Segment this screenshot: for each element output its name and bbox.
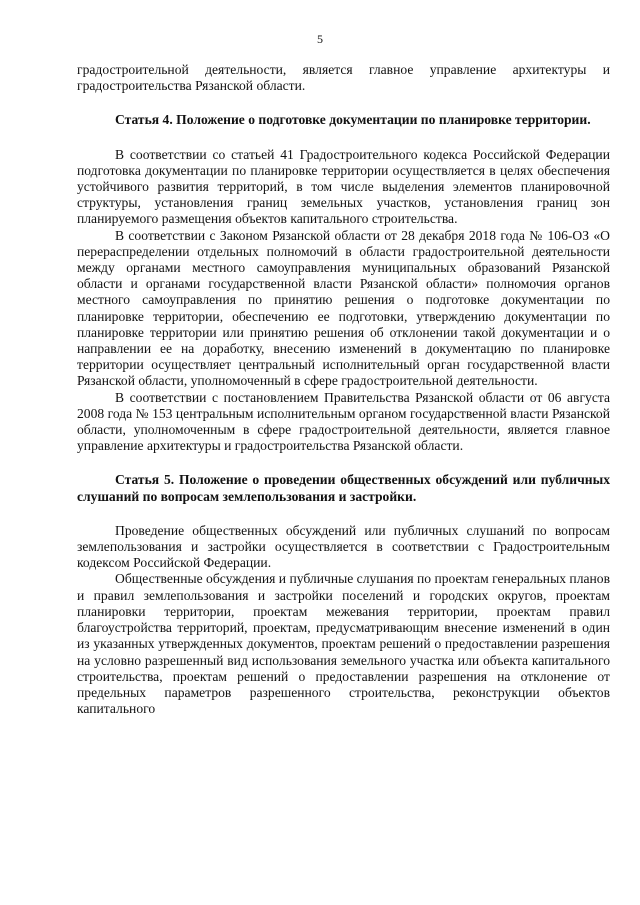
document-body	[77, 62, 610, 717]
paragraph-continuation: градостроительной деятельности, является главное управление архитектуры и градостроительства Рязанской области.	[77, 62, 610, 94]
article-4-heading: Статья 4. Положение о подготовке документации по планировке территории.	[115, 112, 591, 128]
article-4-paragraph-1: В соответствии со статьей 41 Градостроительного кодекса Российской Федерации подготовка документации по планировке территории осуществляется в целях обеспечения устойчивого развития территорий, в том числе выделения элементов планировочной структуры, установления границ земельных участков, установления границ зон планируемого размещения объектов капитального строительства.	[77, 146, 610, 227]
article-4-paragraph-2: В соответствии с Законом Рязанской области от 28 декабря 2018 года № 106-ОЗ «О перераспределении отдельных полномочий в области градостроительной деятельности между органами местного самоуправления муниципальных образований Рязанской области и органами государственной власти Рязанской области» полномочия органов местного самоуправления по принятию решения о подготовке документации по планировке территории, обеспечению ее подготовки, утверждению документации по планировке территории или принятию решения об отклонении такой документации и о направлении ее на доработку, внесению изменений в документацию по планировке территории осуществляет центральный исполнительный орган государственной власти Рязанской области, уполномоченный в сфере градостроительной деятельности.	[77, 227, 610, 389]
article-5-heading: Статья 5. Положение о проведении общественных обсуждений или публичных слушаний по вопросам землепользования и застройки.	[77, 472, 610, 504]
article-4-paragraph-3: В соответствии с постановлением Правительства Рязанской области от 06 августа 2008 года № 153 центральным исполнительным органом государственной власти Рязанской области, уполномоченным в сфере градостроительной деятельности, является главное управление архитектуры и градостроительства Рязанской области.	[77, 389, 610, 454]
article-5-paragraph-2: Общественные обсуждения и публичные слушания по проектам генеральных планов и правил землепользования и застройки поселений и городских округов, проектам планировки территории, проектам межевания территории, проектам правил благоустройства территорий, проектам, предусматривающим внесение изменений в один из указанных утвержденных документов, проектам решений о предоставлении разрешения на условно разрешенный вид использования земельного участка или объекта капитального строительства, проектам решений о предоставлении разрешения на отклонение от предельных параметров разрешенного строительства, реконструкции объектов капитального	[77, 571, 610, 717]
page-number: 5	[317, 32, 323, 46]
article-5-paragraph-1: Проведение общественных обсуждений или публичных слушаний по вопросам землепользования и застройки осуществляется в соответствии с Градостроительным кодексом Российской Федерации.	[77, 522, 610, 571]
